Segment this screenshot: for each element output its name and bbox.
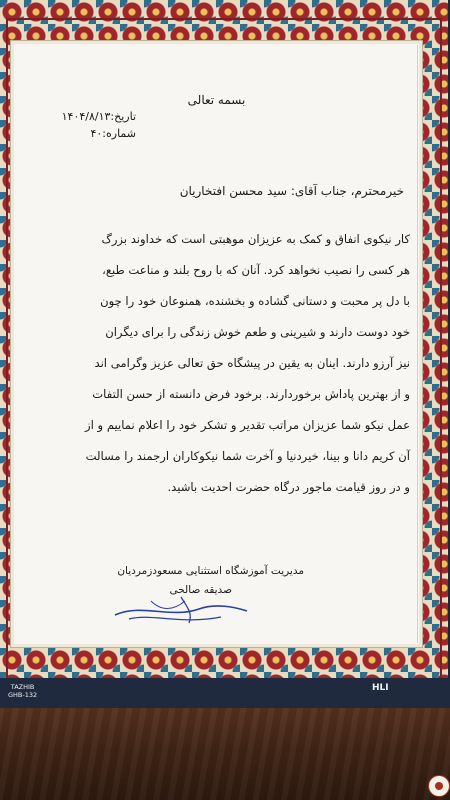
- basmala-heading: بسمه تعالی: [187, 93, 246, 107]
- body-line-3: با دل پر محبت و دستانی گشاده و بخشنده، همنوعان خود را چون: [100, 294, 410, 308]
- watermark-badge-icon: [428, 775, 450, 797]
- body-line-8: آن کریم دانا و بینا، خیردنیا و آخرت شما نیکوکاران ارجمند را مسالت: [85, 449, 410, 463]
- logo-code: GHB-132: [8, 691, 38, 699]
- logo-text: TAZHIB: [10, 683, 35, 691]
- frame-maker-logo: [8, 683, 37, 699]
- recipient-line: خیرمحترم، جناب آقای: سید محسن افتخاریان: [179, 184, 404, 198]
- body-line-7: عمل نیکو شما عزیزان مراتب تقدیر و تشکر خود را اعلام نماییم و از: [85, 418, 410, 432]
- handwritten-signature: [111, 589, 251, 629]
- letter-date: تاریخ:۱۴۰۴/۸/۱۳: [61, 110, 136, 123]
- letter-number: شماره:۴۰: [90, 127, 136, 140]
- publisher-logo: HLI: [372, 683, 389, 693]
- body-line-9: و در روز قیامت ماجور درگاه حضرت احدیت باشید.: [167, 480, 410, 494]
- body-line-1: کار نیکوی انفاق و کمک به عزیزان موهبتی است که خداوند بزرگ: [101, 232, 410, 246]
- body-line-2: هر کسی را نصیب نخواهد کرد. آنان که با روح بلند و مناعت طبع،: [102, 263, 410, 277]
- body-line-4: خود دوست دارند و شیرینی و طعم خوش زندگی را برای دیگران: [105, 325, 410, 339]
- signatory-name: صدیقه صالحی: [169, 584, 232, 596]
- body-line-6: و از بهترین پاداش برخوردارند. برخود فرض دانسته از حسن التفات: [92, 387, 410, 401]
- signature-organization: مدیریت آموزشگاه استثنایی مسعودزمردیان: [117, 565, 304, 577]
- letter-paper: [10, 40, 423, 648]
- paper-edge: [417, 45, 418, 643]
- body-line-5: نیز آرزو دارند. اینان به یقین در پیشگاه حق تعالی عزیز وگرامی اند: [94, 356, 410, 370]
- wooden-table: [0, 700, 450, 800]
